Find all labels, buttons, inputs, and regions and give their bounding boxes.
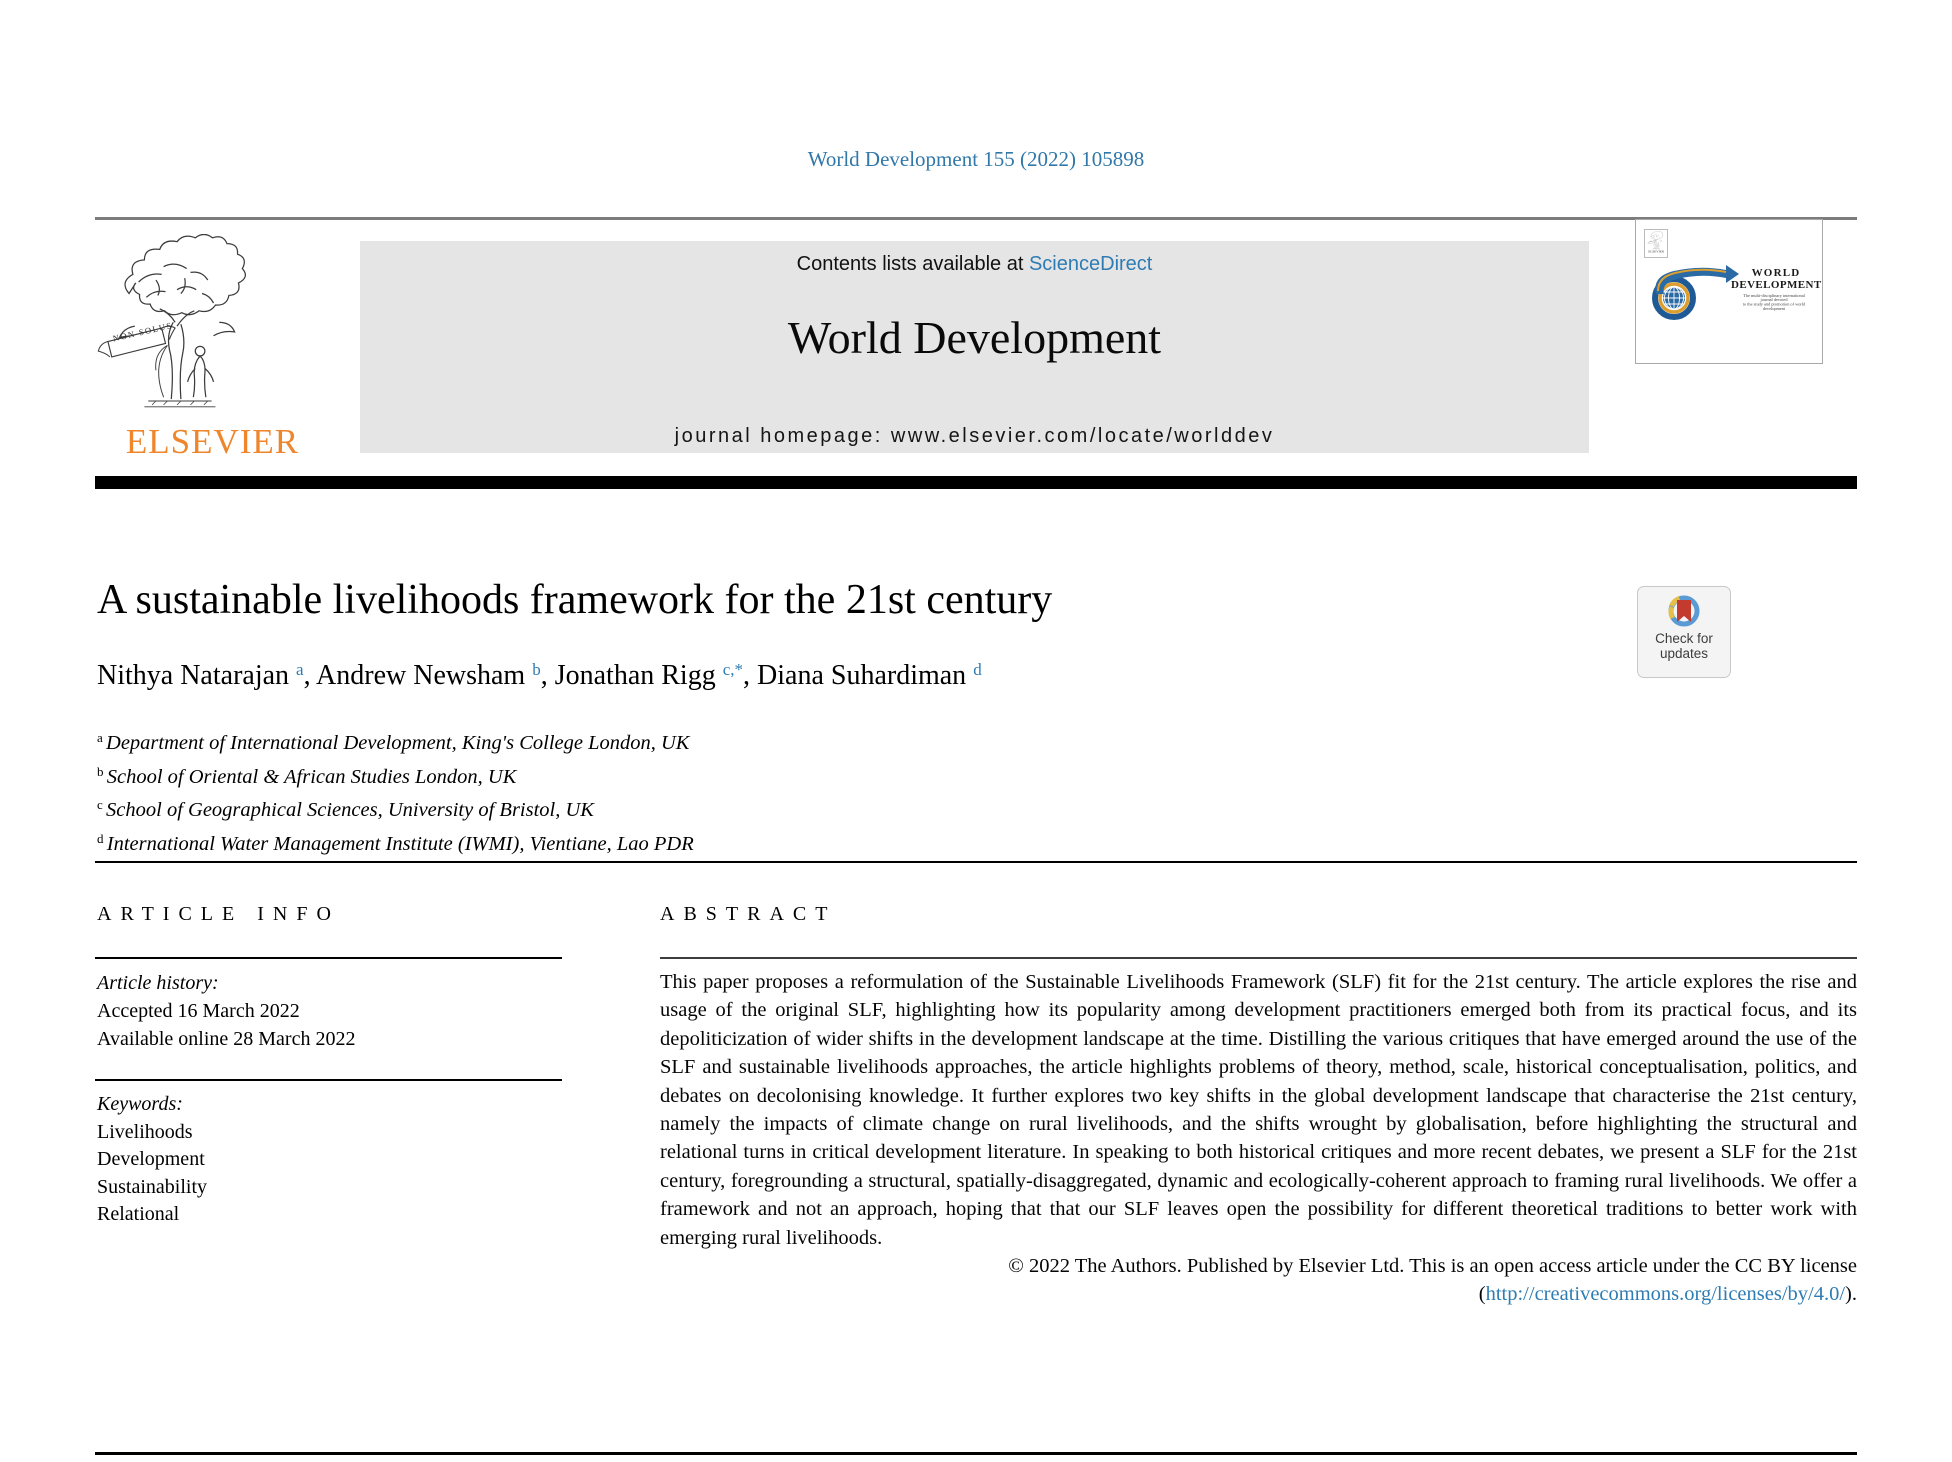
affiliation-superscript: c (97, 797, 107, 812)
affiliation-superscript: b (97, 763, 107, 779)
keyword-item: Development (97, 1148, 205, 1171)
author-name: Diana Suhardiman (757, 660, 974, 691)
keywords-list (97, 1119, 207, 1229)
affiliation-row: $^b$ School of Oriental & African Studies London, UK (97, 763, 517, 788)
cover-title-line2: DEVELOPMENT (1731, 279, 1822, 291)
author-affiliation-superscript: b (532, 660, 541, 679)
header-top-rule (95, 217, 1857, 220)
cover-tagline-line1: The multi-disciplinary international journal devoted (1743, 294, 1805, 303)
affiliation-superscript: d (97, 830, 107, 846)
abstract-rule (660, 957, 1857, 959)
elsevier-tree-logo-icon (96, 234, 260, 426)
affiliation-row: $^c$ School of Geographical Sciences, University of Bristol, UK (97, 797, 594, 821)
author-affiliation-superscript: c,* (722, 660, 744, 679)
author-name: Jonathan Rigg (554, 660, 723, 691)
journal-homepage-link[interactable]: journal homepage: www.elsevier.com/locate/worlddev (674, 425, 1275, 447)
abstract-heading: ABSTRACT (660, 903, 837, 925)
journal-banner (360, 241, 1589, 453)
journal-citation: World Development 155 (2022) 105898 (807, 147, 1145, 171)
affiliation-row: $^a$ Department of International Development, King's College London, UK (97, 730, 690, 754)
check-for-updates-icon (1664, 593, 1704, 631)
keyword-item: Livelihoods (97, 1120, 193, 1143)
author-affiliation-superscript: a (296, 660, 304, 679)
page-bottom-rule (95, 1452, 1857, 1455)
contents-lists-text: Contents lists available at (796, 253, 1029, 275)
cover-title (1731, 267, 1821, 292)
keyword-item: Sustainability (97, 1175, 207, 1198)
abstract-text: This paper proposes a reformulation of the Sustainable Livelihoods Framework (SLF) fit for the 21st century. The article explores the rise and usage of the original SLF, highlighting how its popularity among development practitioners emerged both from its practical focus, and its depoliticization of wider shifts in the development landscape at the time. Distilling the various critiques that have emerged around the use of the SLF and sustainable livelihoods approaches, the article highlights problems of theory, method, scale, historical conceptualisation, politics, and debates on decolonising knowledge. It further explores two key shifts in the global development landscape that characterise the 21st century, namely the impacts of climate change on rural livelihoods, and the shifts wrought by globalisation, before highlighting the structural and relational turns in critical development literature. In speaking to both historical critiques and more recent debates, we present a SLF for the 21st century, foregrounding a structural, spatially-disaggregated, dynamic and ecologically-coherent approach to framing rural livelihoods. We offer a framework and not an approach, hoping that that our SLF leaves open the possibility for different theoretical traditions to better work with emerging rural livelihoods. (660, 971, 1857, 1249)
section-divider-rule (95, 861, 1857, 863)
article-history-label: Article history: (97, 972, 219, 994)
author-affiliation-superscript: d (973, 660, 982, 679)
affiliation-row: $^d$ International Water Management Institute (IWMI), Vientiane, Lao PDR (97, 830, 694, 855)
article-info-heading: ARTICLE INFO (97, 903, 340, 925)
journal-title: World Development (787, 312, 1162, 363)
affiliation-superscript: a (97, 730, 107, 745)
article-info-rule-top (95, 957, 562, 959)
article-history-lines (97, 997, 355, 1053)
copyright-text: © 2022 The Authors. Published by Elsevier Ltd. This is an open access article under the CC BY license ( (1008, 1255, 1857, 1306)
affiliation-list (97, 724, 694, 858)
header-black-bar (95, 476, 1857, 489)
keyword-item: Relational (97, 1203, 180, 1226)
article-history-block (97, 969, 355, 1053)
article-history-line: Accepted 16 March 2022 (97, 1000, 300, 1022)
keywords-label: Keywords: (97, 1093, 183, 1115)
article-history-line: Available online 28 March 2022 (97, 1028, 356, 1050)
abstract-block (660, 968, 1857, 1309)
journal-cover-thumbnail[interactable] (1635, 219, 1823, 364)
badge-text-line1: Check for (1655, 631, 1713, 646)
cover-elsevier-micro-text: ELSEVIER (1648, 250, 1664, 254)
check-for-updates-badge[interactable] (1637, 586, 1731, 678)
author-name: Andrew Newsham (316, 660, 533, 691)
copyright-line (660, 1252, 1857, 1309)
cover-elsevier-mark (1644, 229, 1668, 258)
author-list: Nithya Natarajan $^a$, Andrew Newsham $^b$, Jonathan Rigg $^{c,*}$, Diana Suhardiman $^d$ (97, 660, 982, 691)
cover-tagline (1738, 294, 1810, 311)
cc-by-license-link[interactable]: http://creativecommons.org/licenses/by/4.0/ (1485, 1283, 1846, 1306)
keywords-block (97, 1091, 207, 1229)
author-name: Nithya Natarajan (97, 660, 297, 691)
contents-lists-line (360, 253, 1589, 276)
badge-text-line2: updates (1659, 646, 1709, 661)
sciencedirect-link[interactable]: ScienceDirect (1028, 253, 1153, 275)
cover-tagline-line2: to the study and promotion of world development (1742, 302, 1806, 312)
article-title: A sustainable livelihoods framework for the 21st century (97, 577, 1053, 623)
copyright-suffix: ). (1845, 1283, 1857, 1306)
cover-title-line1: WORLD (1751, 267, 1801, 279)
elsevier-wordmark: ELSEVIER (125, 422, 300, 461)
article-info-rule-bottom (95, 1079, 562, 1081)
